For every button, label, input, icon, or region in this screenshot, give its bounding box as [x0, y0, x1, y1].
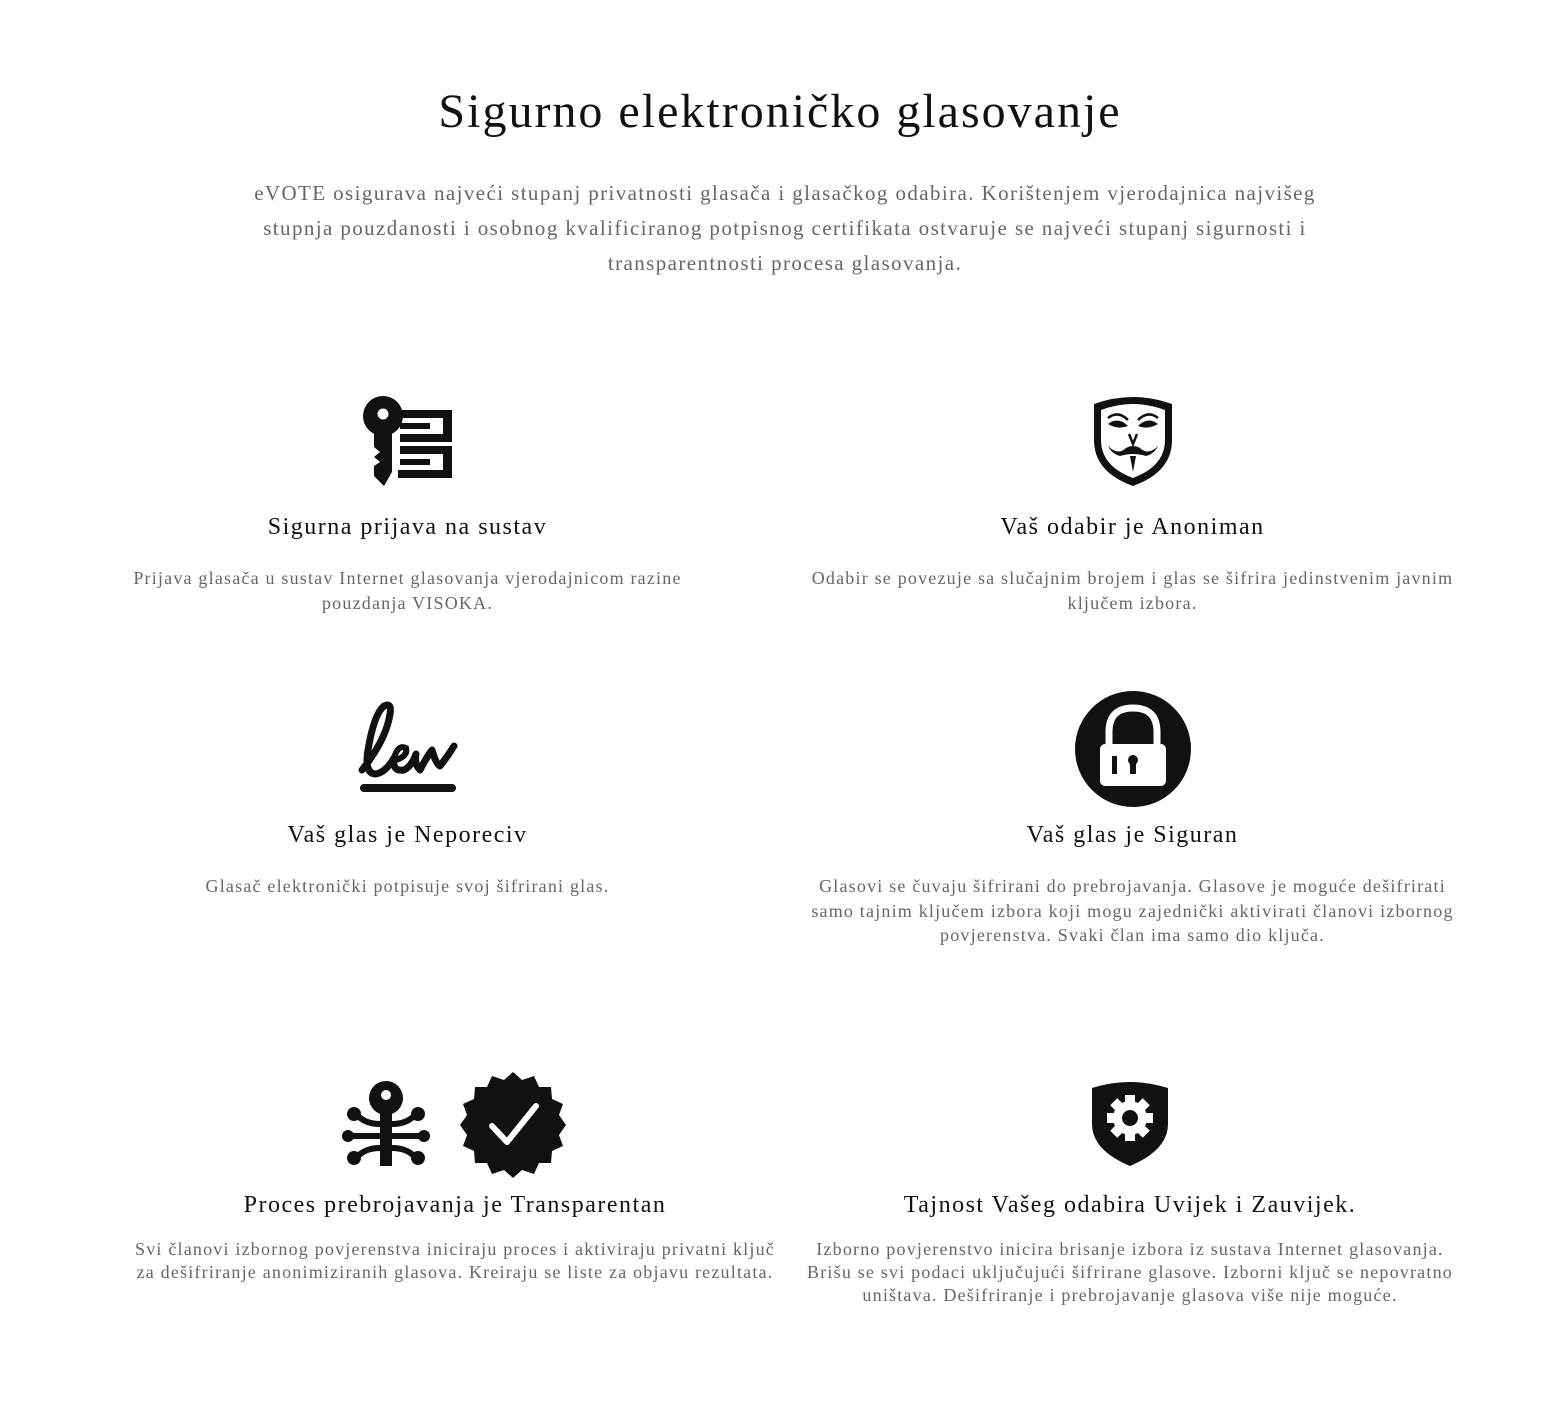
padlock-icon [800, 690, 1465, 808]
feature-title: Vaš odabir je Anoniman [1000, 514, 1265, 540]
feature-title: Sigurna prijava na sustav [267, 514, 548, 540]
signature-icon [90, 700, 725, 796]
feature-anonymous-choice [800, 390, 1465, 650]
key-network-icon [342, 1080, 430, 1180]
intro-text: eVOTE osigurava najveći stupanj privatnosti glasača i glasačkog odabira. Korištenjem vjerodajnica najvišeg stupnja pouzdanosti i osobnog kvalificiranog potpisnog certifikata ostvaruje se najveći stupanj sigurnosti i transparentnosti procesa glasovanja. [254, 181, 1316, 275]
shield-gear-icon [800, 1080, 1460, 1168]
feature-title: Proces prebrojavanja je Transparentan [243, 1192, 667, 1218]
feature-description: Izborno povjerenstvo inicira brisanje izbora iz sustava Internet glasovanja. Brišu se svi podaci uključujući šifrirane glasove. Izborni ključ se nepovratno uništava. Dešifriranje i prebrojavanje glasova više nije moguće. [807, 1239, 1453, 1305]
page-title: Sigurno elektroničko glasovanje [438, 85, 1122, 138]
verified-badge-icon [458, 1070, 568, 1180]
feature-title: Tajnost Vašeg odabira Uvijek i Zauvijek. [903, 1192, 1357, 1218]
feature-transparent-counting [135, 1068, 775, 1348]
feature-secure-login [90, 390, 725, 650]
feature-icons [135, 1070, 775, 1180]
feature-description: Prijava glasača u sustav Internet glasovanja vjerodajnicom razine pouzdanja VISOKA. [133, 568, 682, 613]
feature-description: Odabir se povezuje sa slučajnim brojem i glas se šifrira jedinstvenim javnim ključem izbora. [811, 568, 1454, 613]
feature-title: Vaš glas je Neporeciv [287, 822, 528, 848]
anonymous-mask-icon [800, 394, 1465, 489]
feature-non-repudiable-vote [90, 690, 725, 970]
feature-description: Glasovi se čuvaju šifrirani do prebrojavanja. Glasove je moguće dešifrirati samo tajnim ključem izbora koji mogu zajednički aktivirati članovi izbornog povjerenstva. Svaki član ima samo dio ključa. [811, 876, 1454, 945]
feature-description: Glasač elektronički potpisuje svoj šifrirani glas. [205, 876, 610, 896]
feature-description: Svi članovi izbornog povjerenstva iniciraju proces i aktiviraju privatni ključ za dešifriranje anonimiziranih glasova. Kreiraju se liste za objavu rezultata. [135, 1239, 775, 1282]
key-credential-icon [90, 394, 725, 489]
feature-secure-vote [800, 690, 1465, 970]
feature-permanent-secrecy [800, 1068, 1460, 1348]
feature-title: Vaš glas je Siguran [1026, 822, 1239, 848]
